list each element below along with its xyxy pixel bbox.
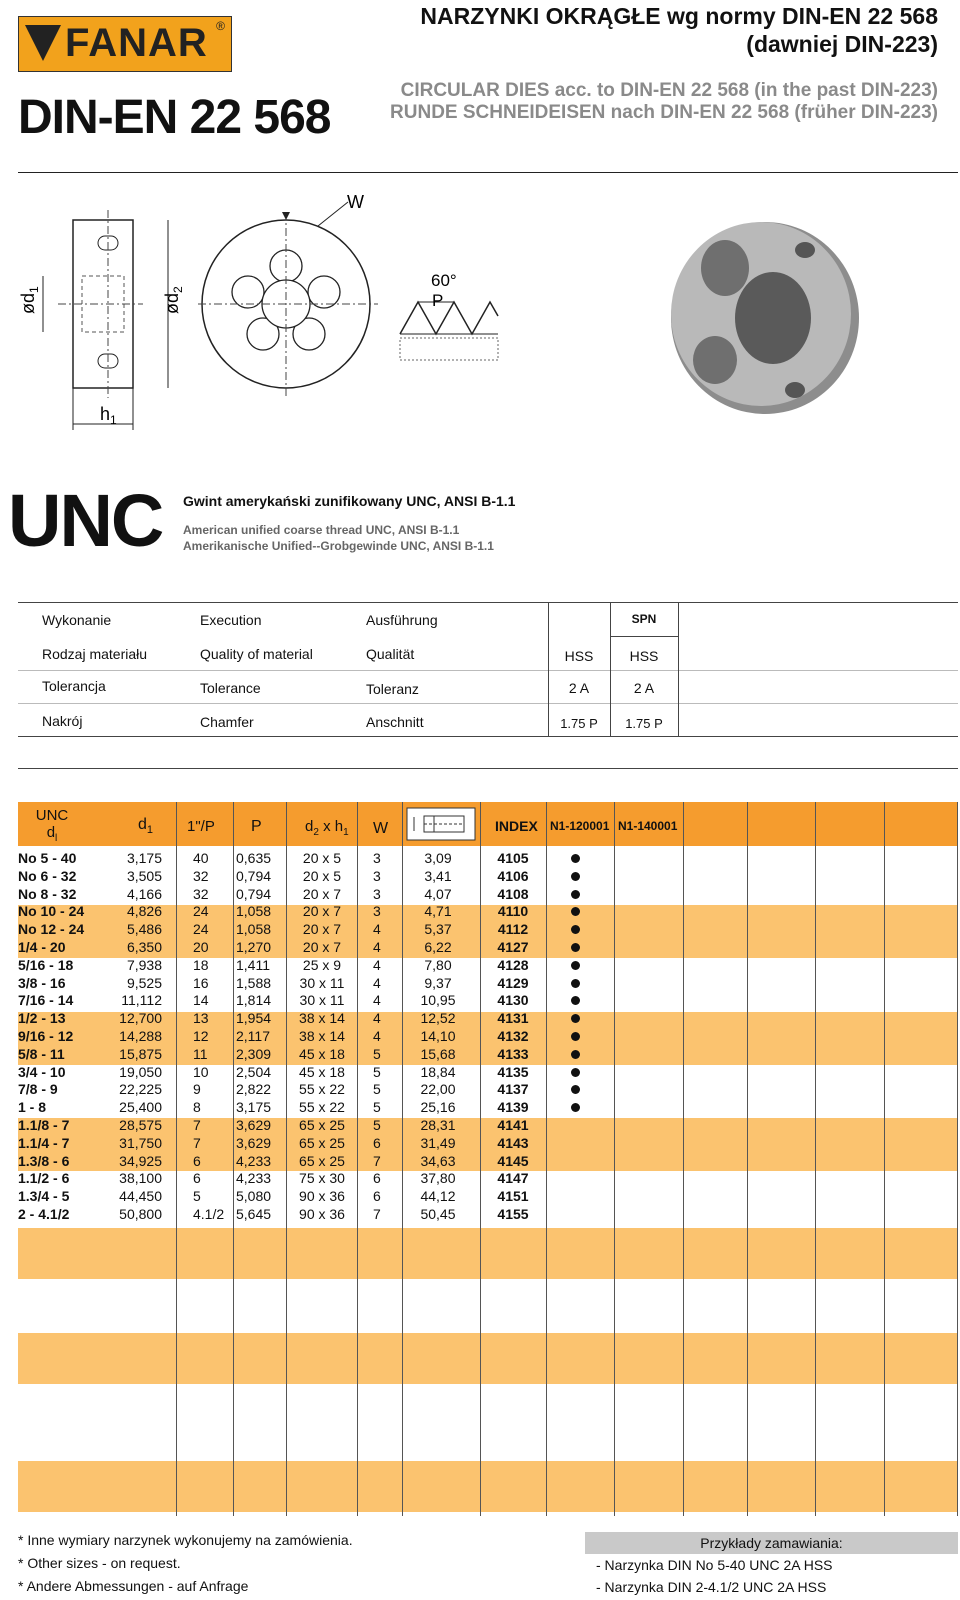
cell-tpi: 20	[193, 939, 209, 955]
spec-row0-en: Execution	[200, 612, 262, 628]
table-row	[0, 850, 960, 868]
cell-size: 1 - 8	[18, 1099, 47, 1116]
hdr-unc	[34, 807, 70, 844]
cell-size: 3/8 - 16	[18, 974, 66, 991]
cell-w: 4	[373, 974, 381, 991]
cell-d1: 19,050	[119, 1063, 162, 1080]
die-technical-drawing	[18, 188, 518, 443]
pitch-label: P	[432, 291, 444, 310]
spec-row3-pl: Nakrój	[42, 713, 83, 729]
cell-d1: 7,938	[126, 956, 162, 973]
cell-drill: 14,10	[420, 1028, 456, 1044]
cell-tpi: 7	[193, 1117, 201, 1133]
table-row	[0, 975, 960, 993]
cell-drill: 44,12	[420, 1188, 456, 1205]
cell-drill: 9,37	[424, 974, 452, 991]
cell-p: 3,629	[236, 1117, 272, 1133]
thread-desc-en: American unified coarse thread UNC, ANSI B-1.1	[183, 523, 460, 537]
cell-d1: 12,700	[119, 1010, 162, 1027]
cell-dim: 45 x 18	[299, 1063, 345, 1080]
cell-drill: 4,07	[424, 885, 452, 902]
table-row	[0, 1010, 960, 1028]
cell-d1: 3,505	[126, 867, 162, 884]
cell-p: 5,080	[236, 1188, 272, 1205]
cell-dim: 55 x 22	[299, 1099, 345, 1116]
spec-spn-line	[610, 636, 678, 637]
cell-w: 4	[373, 1028, 381, 1044]
hdr-d1: $d_1$	[138, 816, 154, 837]
cell-tpi: 14	[193, 992, 209, 1009]
cell-p: 1,058	[236, 903, 272, 920]
cell-dim: 38 x 14	[299, 1028, 345, 1044]
cell-p: 1,588	[236, 974, 272, 991]
cell-d1: 34,925	[119, 1152, 162, 1169]
band-5	[18, 1333, 958, 1384]
order-example-1: - Narzynka DIN No 5-40 UNC 2A HSS	[596, 1557, 833, 1573]
cell-d1: 31,750	[119, 1134, 162, 1151]
cell-w: 5	[373, 1063, 381, 1080]
cell-p: 2,822	[236, 1081, 272, 1098]
cell-size: 7/16 - 14	[18, 992, 74, 1009]
spec-row1-de: Qualität	[366, 646, 415, 662]
cell-index: 4155	[497, 1206, 529, 1222]
cell-index: 4141	[497, 1117, 529, 1133]
cell-size: 1.3/8 - 6	[18, 1152, 70, 1169]
cell-dim: 75 x 30	[299, 1170, 345, 1187]
cell-drill: 5,37	[424, 921, 452, 938]
footnote-en: * Other sizes - on request.	[18, 1555, 181, 1571]
availability-dot-icon	[571, 925, 580, 934]
table-row	[0, 886, 960, 904]
spec-row1-pl: Rodzaj materiału	[42, 646, 148, 662]
cell-dim: 65 x 25	[299, 1152, 345, 1169]
cell-d1: 50,800	[119, 1206, 162, 1222]
cell-drill: 50,45	[420, 1206, 456, 1222]
w-leader	[318, 202, 348, 226]
table-row	[0, 992, 960, 1010]
table-row	[0, 1206, 960, 1224]
cell-d1: 38,100	[119, 1170, 162, 1187]
thread-desc-pl: Gwint amerykański zunifikowany UNC, ANSI B-1.1	[183, 493, 516, 509]
spec-row1-v1: HSS	[564, 648, 594, 664]
cell-index: 4108	[497, 885, 529, 902]
logo-text: FANAR	[65, 21, 208, 65]
cell-dim: 90 x 36	[299, 1206, 345, 1222]
availability-dot-icon	[571, 979, 580, 988]
brand-logo	[18, 16, 232, 72]
cell-dim: 30 x 11	[299, 974, 345, 991]
cell-w: 3	[373, 885, 381, 902]
cell-drill: 10,95	[420, 992, 456, 1009]
cell-drill: 3,41	[424, 867, 452, 884]
spec-row2-de: Toleranz	[366, 681, 419, 697]
cell-tpi: 5	[193, 1188, 201, 1205]
drill-hole-icon	[406, 807, 476, 841]
spec-row1-v2: HSS	[629, 648, 659, 664]
cell-tpi: 32	[193, 867, 209, 884]
cell-w: 4	[373, 992, 381, 1009]
cell-d1: 11,112	[121, 992, 162, 1009]
thread-hatch	[400, 338, 498, 360]
table-row	[0, 1153, 960, 1171]
availability-dot-icon	[571, 1085, 580, 1094]
cell-drill: 34,63	[420, 1152, 456, 1169]
cell-index: 4129	[497, 974, 529, 991]
cell-drill: 15,68	[420, 1045, 456, 1062]
cell-tpi: 11	[193, 1045, 208, 1062]
cell-dim: 55 x 22	[299, 1081, 345, 1098]
cell-drill: 25,16	[420, 1099, 456, 1116]
cell-index: 4151	[497, 1188, 529, 1205]
cell-w: 5	[373, 1045, 381, 1062]
cell-drill: 3,09	[424, 850, 452, 866]
cell-tpi: 24	[193, 921, 209, 938]
table-row	[0, 1046, 960, 1064]
thread-desc-de: Amerikanische Unified--Grobgewinde UNC, ANSI B-1.1	[183, 539, 494, 553]
cell-w: 4	[373, 1010, 381, 1027]
h1-label: $h_1$	[100, 404, 117, 427]
cell-w: 7	[373, 1206, 381, 1222]
cell-size: 9/16 - 12	[18, 1028, 74, 1044]
cell-tpi: 12	[193, 1028, 209, 1044]
cell-tpi: 24	[193, 903, 209, 920]
availability-dot-icon	[571, 854, 580, 863]
cell-p: 3,629	[236, 1134, 272, 1151]
cell-size: 3/4 - 10	[18, 1063, 66, 1080]
spec-vline-3	[678, 602, 679, 736]
cell-w: 6	[373, 1170, 381, 1187]
cell-tpi: 7	[193, 1134, 201, 1151]
cell-tpi: 16	[193, 974, 209, 991]
hdr-p: P	[251, 818, 262, 835]
availability-dot-icon	[571, 890, 580, 899]
spec-row2-v2: 2 A	[633, 680, 655, 696]
cell-index: 4112	[497, 921, 529, 938]
cell-p: 1,814	[236, 992, 272, 1009]
availability-dot-icon	[571, 943, 580, 952]
spec-row2-en: Tolerance	[200, 680, 261, 696]
cell-p: 5,645	[236, 1206, 272, 1222]
cell-dim: 20 x 7	[302, 921, 342, 938]
cell-p: 3,175	[236, 1099, 272, 1116]
cell-w: 7	[373, 1152, 381, 1169]
spec-row3-v1: 1.75 P	[560, 716, 598, 731]
spec-row0-pl: Wykonanie	[42, 612, 112, 628]
cell-dim: 20 x 5	[302, 867, 342, 884]
cell-w: 3	[373, 867, 381, 884]
title-de: RUNDE SCHNEIDEISEN nach DIN-EN 22 568 (früher DIN-223)	[390, 102, 938, 123]
cell-index: 4132	[497, 1028, 529, 1044]
cell-w: 4	[373, 939, 381, 955]
cell-size: 5/16 - 18	[18, 956, 74, 973]
cell-size: 1.3/4 - 5	[18, 1188, 70, 1205]
die-flute-2	[693, 336, 737, 384]
cell-d1: 14,288	[119, 1028, 162, 1044]
cell-p: 0,794	[236, 885, 272, 902]
cell-p: 0,635	[236, 850, 272, 866]
cell-tpi: 8	[193, 1099, 201, 1116]
w-slot-icon	[282, 212, 290, 220]
page-title	[420, 2, 938, 58]
spec-row3-v2: 1.75 P	[625, 716, 663, 731]
cell-index: 4143	[497, 1134, 529, 1151]
cell-w: 5	[373, 1081, 381, 1098]
cell-tpi: 18	[193, 956, 209, 973]
cell-size: No 5 - 40	[18, 850, 77, 866]
cell-dim: 90 x 36	[299, 1188, 345, 1205]
cell-drill: 18,84	[420, 1063, 456, 1080]
registered-mark: ®	[216, 19, 225, 33]
cell-dim: 20 x 7	[302, 939, 342, 955]
thread-code: UNC	[8, 479, 163, 562]
cell-index: 4110	[497, 903, 529, 920]
order-examples-title: Przykłady zamawiania:	[585, 1532, 958, 1554]
title-pl-line1: NARZYNKI OKRĄGŁE wg normy DIN-EN 22 568	[420, 3, 938, 29]
footnote-de: * Andere Abmessungen - auf Anfrage	[18, 1578, 249, 1594]
cell-index: 4131	[497, 1010, 529, 1027]
cell-drill: 4,71	[424, 903, 452, 920]
spec-row1-en: Quality of material	[200, 646, 313, 662]
availability-dot-icon	[571, 1103, 580, 1112]
spec-row0-de: Ausführung	[366, 612, 438, 628]
cell-size: 5/8 - 11	[18, 1045, 65, 1062]
header-divider	[18, 172, 958, 173]
cell-tpi: 32	[193, 885, 209, 902]
cell-p: 1,058	[236, 921, 272, 938]
die-flute-1	[701, 240, 749, 296]
availability-dot-icon	[571, 1050, 580, 1059]
footnote-pl: * Inne wymiary narzynek wykonujemy na zamówienia.	[18, 1532, 353, 1548]
cell-d1: 28,575	[119, 1117, 162, 1133]
cell-d1: 25,400	[119, 1099, 162, 1116]
cell-w: 6	[373, 1134, 381, 1151]
cell-dim: 65 x 25	[299, 1117, 345, 1133]
availability-dot-icon	[571, 961, 580, 970]
availability-dot-icon	[571, 1032, 580, 1041]
spec-row-line-1	[18, 670, 958, 671]
cell-d1: 9,525	[126, 974, 162, 991]
band-6	[18, 1461, 958, 1512]
cell-dim: 38 x 14	[299, 1010, 345, 1027]
hdr-unc-d: $d_l$	[46, 824, 58, 844]
table-row	[0, 1135, 960, 1153]
table-row	[0, 921, 960, 939]
die-hole-2	[785, 382, 805, 398]
title-pl-line2: (dawniej DIN-223)	[746, 31, 938, 57]
cell-d1: 22,225	[119, 1081, 162, 1098]
spec-row-line-2	[18, 703, 958, 704]
cell-drill: 37,80	[420, 1170, 456, 1187]
cell-dim: 20 x 7	[302, 885, 342, 902]
spec-row2-pl: Tolerancja	[42, 678, 106, 694]
cell-index: 4127	[497, 939, 529, 955]
cell-size: No 10 - 24	[18, 903, 85, 920]
hdr-index: INDEX	[495, 818, 538, 834]
spec-row3-en: Chamfer	[200, 714, 254, 730]
cell-dim: 30 x 11	[299, 992, 345, 1009]
cell-p: 1,954	[236, 1010, 272, 1027]
cell-size: 1/4 - 20	[18, 939, 66, 955]
cell-size: 1/2 - 13	[18, 1010, 66, 1027]
hdr-col1: N1-120001	[550, 819, 610, 833]
cell-size: No 12 - 24	[18, 921, 85, 938]
spec-bottom-line	[18, 736, 958, 737]
cell-size: 7/8 - 9	[18, 1081, 58, 1098]
die-hole-1	[795, 242, 815, 258]
cell-w: 5	[373, 1117, 381, 1133]
availability-dot-icon	[571, 996, 580, 1005]
cell-tpi: 40	[193, 850, 209, 866]
cell-tpi: 4.1/2	[193, 1206, 225, 1222]
cell-dim: 65 x 25	[299, 1134, 345, 1151]
table-row	[0, 1028, 960, 1046]
cell-tpi: 6	[193, 1170, 201, 1187]
cell-d1: 44,450	[119, 1188, 162, 1205]
order-example-2: - Narzynka DIN 2-4.1/2 UNC 2A HSS	[596, 1579, 827, 1595]
d1-label: $ød_1$	[18, 286, 41, 314]
cell-index: 4106	[497, 867, 529, 884]
cell-dim: 20 x 7	[302, 903, 342, 920]
cell-drill: 22,00	[420, 1081, 456, 1098]
table-row	[0, 1099, 960, 1117]
cell-d1: 3,175	[126, 850, 162, 866]
cell-w: 3	[373, 903, 381, 920]
availability-dot-icon	[571, 1068, 580, 1077]
cell-w: 5	[373, 1099, 381, 1116]
d2-label: $ød_2$	[162, 286, 185, 314]
cell-tpi: 9	[193, 1081, 201, 1098]
cell-index: 4145	[497, 1152, 529, 1169]
availability-dot-icon	[571, 907, 580, 916]
cell-index: 4133	[497, 1045, 529, 1062]
hdr-col2: N1-140001	[618, 819, 678, 833]
cell-p: 0,794	[236, 867, 272, 884]
cell-index: 4130	[497, 992, 529, 1009]
cell-drill: 6,22	[424, 939, 452, 955]
thread-profile	[400, 302, 498, 334]
cell-size: No 8 - 32	[18, 885, 77, 902]
cell-dim: 20 x 5	[302, 850, 342, 866]
cell-size: No 6 - 32	[18, 867, 77, 884]
cell-p: 2,117	[236, 1028, 270, 1044]
cell-p: 4,233	[236, 1170, 272, 1187]
cell-size: 1.1/4 - 7	[18, 1134, 70, 1151]
availability-dot-icon	[571, 1014, 580, 1023]
table-row	[0, 1170, 960, 1188]
cell-w: 4	[373, 956, 381, 973]
spec-row3-de: Anschnitt	[366, 714, 424, 730]
cell-tpi: 6	[193, 1152, 201, 1169]
cell-p: 2,309	[236, 1045, 272, 1062]
hdr-unc-label: UNC	[35, 807, 69, 824]
cell-d1: 4,826	[126, 903, 162, 920]
table-row	[0, 939, 960, 957]
die-product-image	[665, 210, 865, 420]
cell-size: 1.1/2 - 6	[18, 1170, 70, 1187]
spec-row2-v1: 2 A	[568, 680, 590, 696]
table-row	[0, 1117, 960, 1135]
band-4	[18, 1228, 958, 1279]
table-header-band	[18, 802, 958, 846]
hdr-w: W	[373, 820, 389, 837]
cell-drill: 7,80	[424, 956, 452, 973]
logo-v-icon	[25, 25, 61, 61]
cell-index: 4105	[497, 850, 529, 866]
cell-w: 4	[373, 921, 381, 938]
cell-p: 1,270	[236, 939, 272, 955]
thread-desc-other	[183, 522, 494, 554]
die-bore	[735, 272, 811, 364]
w-label: W	[347, 192, 364, 212]
cell-index: 4137	[497, 1081, 529, 1098]
cell-d1: 6,350	[126, 939, 162, 955]
title-en: CIRCULAR DIES acc. to DIN-EN 22 568 (in the past DIN-223)	[400, 80, 938, 101]
table-row	[0, 957, 960, 975]
page-subtitle	[390, 80, 938, 124]
table-row	[0, 903, 960, 921]
cell-d1: 4,166	[126, 885, 162, 902]
cell-p: 2,504	[236, 1063, 272, 1080]
hdr-d2h1: $d_2$ x $h_1$	[305, 818, 349, 838]
cell-size: 1.1/8 - 7	[18, 1117, 70, 1133]
cell-w: 6	[373, 1188, 381, 1205]
cell-p: 4,233	[236, 1152, 272, 1169]
cell-index: 4139	[497, 1099, 529, 1116]
cell-dim: 25 x 9	[302, 956, 342, 973]
cell-drill: 28,31	[420, 1117, 456, 1133]
cell-dim: 45 x 18	[299, 1045, 345, 1062]
cell-index: 4147	[497, 1170, 529, 1187]
cell-drill: 31,49	[420, 1134, 456, 1151]
hdr-tpi: 1"/P	[187, 818, 215, 835]
cell-index: 4135	[497, 1063, 529, 1080]
spec-gap-line	[18, 768, 958, 769]
cell-d1: 15,875	[119, 1045, 162, 1062]
table-row	[0, 1064, 960, 1082]
cell-p: 1,411	[236, 956, 270, 973]
cell-size: 2 - 4.1/2	[18, 1206, 70, 1222]
cell-tpi: 13	[193, 1010, 209, 1027]
angle-label: 60°	[431, 271, 457, 290]
table-row	[0, 868, 960, 886]
availability-dot-icon	[571, 872, 580, 881]
table-row	[0, 1188, 960, 1206]
spec-top-line	[18, 602, 958, 603]
cell-drill: 12,52	[420, 1010, 456, 1027]
spn-label: SPN	[631, 612, 657, 626]
cell-index: 4128	[497, 956, 529, 973]
cell-w: 3	[373, 850, 381, 866]
cell-tpi: 10	[193, 1063, 209, 1080]
norm-code: DIN-EN 22 568	[18, 91, 331, 144]
cell-d1: 5,486	[126, 921, 162, 938]
table-row	[0, 1081, 960, 1099]
